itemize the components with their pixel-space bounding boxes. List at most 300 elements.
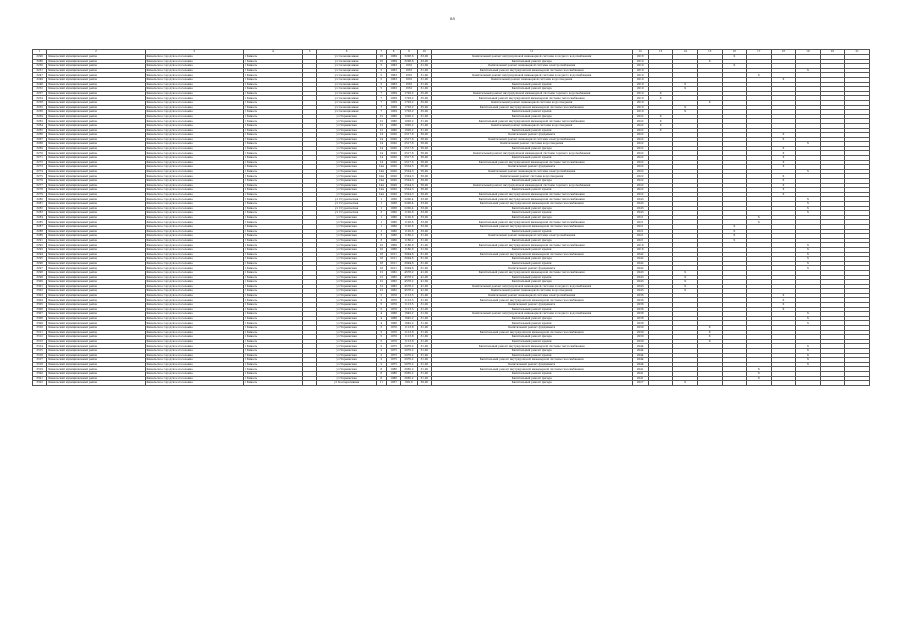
municipality-cell: Кинельский муниципальный район [47, 344, 145, 349]
blank-cell [303, 381, 317, 386]
year-cell: 1963 [386, 64, 400, 69]
year-cell: 1969 [386, 59, 400, 64]
municipality-cell: Кинельский муниципальный район [47, 156, 145, 161]
year-cell: 1958 [386, 206, 400, 211]
street-cell: ул Украинская [317, 133, 376, 138]
settlement-cell: Кинельское городское поселение [145, 275, 243, 280]
row-id: 3304 [33, 298, 47, 303]
mark-cell [697, 381, 722, 386]
area-cell: 1661 [401, 82, 417, 87]
row-id: 3280 [33, 197, 47, 202]
area-cell: 1160,2 [401, 234, 417, 239]
area-cell: 1113,8 [401, 326, 417, 331]
column-header: 16 [722, 50, 747, 55]
municipality-cell: Кинельский муниципальный район [47, 293, 145, 298]
municipality-cell: Кинельский муниципальный район [47, 353, 145, 358]
street-cell: ул Украинская [317, 224, 376, 229]
row-id: 3316 [33, 353, 47, 358]
street-cell: ул Селекционная [317, 82, 376, 87]
street-cell: ул Украинская [317, 146, 376, 151]
work-cell: Капитальный ремонт внутридомовой инженерной системы газоснабжения [431, 68, 632, 73]
mark-cell: X [722, 238, 747, 243]
municipality-cell: Кинельский муниципальный район [47, 146, 145, 151]
house-cell: 14А [376, 174, 386, 179]
settlement-cell: Кинельское городское поселение [145, 316, 243, 321]
mark-cell: X [796, 321, 821, 326]
row-id: 3318 [33, 362, 47, 367]
mark-cell: X [673, 87, 698, 92]
plan-year-cell: 2019 [632, 68, 648, 73]
locality-cell: г Кинель [243, 183, 302, 188]
house-cell: 5 [376, 73, 386, 78]
area-cell: 3065,2 [401, 371, 417, 376]
area-cell: 4578,2 [401, 275, 417, 280]
row-id: 3255 [33, 105, 47, 110]
year-cell: 1968 [386, 321, 400, 326]
area-cell: 1113,8 [401, 330, 417, 335]
area-cell: 4578,2 [401, 280, 417, 285]
row-id: 3306 [33, 307, 47, 312]
wear-cell: 31,00 [417, 238, 431, 243]
municipality-cell: Кинельский муниципальный район [47, 64, 145, 69]
area-cell: 2200,4 [401, 206, 417, 211]
mark-cell: X [697, 330, 722, 335]
work-cell: Капитальный ремонт внутридомовой инженерной системы холодного водоснабжения [431, 55, 632, 60]
row-id: 3281 [33, 202, 47, 207]
locality-cell: г Кинель [243, 353, 302, 358]
settlement-cell: Кинельское городское поселение [145, 68, 243, 73]
work-cell: Капитальный ремонт внутридомовой инженерной системы газоснабжения [431, 298, 632, 303]
row-id: 3320 [33, 371, 47, 376]
house-cell: 14 [376, 151, 386, 156]
locality-cell: г Кинель [243, 64, 302, 69]
street-cell: ул Украинская [317, 307, 376, 312]
locality-cell: г Кинель [243, 174, 302, 179]
area-cell: 3208,6 [401, 55, 417, 60]
street-cell: ул Украинская [317, 330, 376, 335]
work-cell: Капитальный ремонт крыши [431, 353, 632, 358]
column-header: 4 [243, 50, 302, 55]
plan-year-cell: 2036 [632, 298, 648, 303]
plan-year-cell: 2042 [632, 257, 648, 262]
row-id: 3272 [33, 160, 47, 165]
plan-year-cell: 2019 [632, 77, 648, 82]
mark-cell: X [673, 82, 698, 87]
settlement-cell: Кинельское городское поселение [145, 165, 243, 170]
house-cell: 7 [376, 105, 386, 110]
plan-year-cell: 2030 [632, 339, 648, 344]
wear-cell: 31,00 [417, 234, 431, 239]
locality-cell: г Кинель [243, 165, 302, 170]
house-cell: 18 [376, 257, 386, 262]
area-cell: 2524,3 [401, 169, 417, 174]
locality-cell: г Кинель [243, 261, 302, 266]
settlement-cell: Кинельское городское поселение [145, 367, 243, 372]
area-cell: 1703,2 [401, 100, 417, 105]
plan-year-cell: 2036 [632, 307, 648, 312]
settlement-cell: Кинельское городское поселение [145, 160, 243, 165]
plan-year-cell: 2021 [632, 229, 648, 234]
mark-cell: X [673, 105, 698, 110]
municipality-cell: Кинельский муниципальный район [47, 105, 145, 110]
plan-year-cell: 2022 [632, 119, 648, 124]
year-cell: 1986 [386, 367, 400, 372]
municipality-cell: Кинельский муниципальный район [47, 211, 145, 216]
street-cell: ул Украинская [317, 179, 376, 184]
work-cell: Капитальный ремонт фасада [431, 59, 632, 64]
locality-cell: г Кинель [243, 243, 302, 248]
area-cell: 2200,4 [401, 197, 417, 202]
settlement-cell: Кинельское городское поселение [145, 293, 243, 298]
area-cell: 1703,2 [401, 110, 417, 115]
locality-cell: г Кинель [243, 133, 302, 138]
wear-cell: 61,00 [417, 266, 431, 271]
work-cell: Капитальный ремонт крыши [431, 110, 632, 115]
street-cell: ул Украинская [317, 335, 376, 340]
house-cell: 18 [376, 261, 386, 266]
locality-cell: г Кинель [243, 119, 302, 124]
row-id: 3319 [33, 367, 47, 372]
row-id: 3300 [33, 280, 47, 285]
work-cell: Капитальный ремонт крыши [431, 247, 632, 252]
area-cell: 1160,2 [401, 238, 417, 243]
row-id: 3287 [33, 224, 47, 229]
work-cell: Капитальный ремонт крыши [431, 82, 632, 87]
locality-cell: г Кинель [243, 376, 302, 381]
street-cell: ул Студенческая [317, 197, 376, 202]
wear-cell: 35,00 [417, 105, 431, 110]
row-id: 3310 [33, 326, 47, 331]
locality-cell: г Кинель [243, 68, 302, 73]
area-cell: 1120,6 [401, 220, 417, 225]
wear-cell: 31,00 [417, 339, 431, 344]
wear-cell: 61,00 [417, 252, 431, 257]
area-cell: 2076,2 [401, 349, 417, 354]
work-cell: Капитальный ремонт фасада [431, 179, 632, 184]
house-cell: 3 [376, 238, 386, 243]
row-id: 3252 [33, 87, 47, 92]
year-cell: 2020 [386, 137, 400, 142]
municipality-cell: Кинельский муниципальный район [47, 114, 145, 119]
house-cell: 7 [376, 96, 386, 101]
street-cell: ул Украинская [317, 344, 376, 349]
work-cell: Капитальный ремонт внутридомовой инженерной системы газоснабжения [431, 367, 632, 372]
plan-year-cell: 2022 [632, 151, 648, 156]
house-cell: 4 [376, 316, 386, 321]
mark-cell: X [673, 110, 698, 115]
plan-year-cell: 2043 [632, 275, 648, 280]
settlement-cell: Кинельское городское поселение [145, 321, 243, 326]
mark-cell: X [771, 151, 796, 156]
mark-cell: X [771, 146, 796, 151]
settlement-cell: Кинельское городское поселение [145, 142, 243, 147]
street-cell: ул Украинская [317, 261, 376, 266]
plan-year-cell: 2044 [632, 344, 648, 349]
house-cell: 5 [376, 87, 386, 92]
year-cell: 2020 [386, 165, 400, 170]
year-cell: 1975 [386, 349, 400, 354]
year-cell: 1960 [386, 119, 400, 124]
wear-cell: 41,00 [417, 289, 431, 294]
work-cell: Капитальный ремонт крыши [431, 229, 632, 234]
column-header: 8 [386, 50, 400, 55]
settlement-cell: Кинельское городское поселение [145, 91, 243, 96]
mark-cell [747, 381, 772, 386]
mark-cell: X [796, 266, 821, 271]
mark-cell: X [796, 252, 821, 257]
municipality-cell: Кинельский муниципальный район [47, 77, 145, 82]
year-cell: 1960 [386, 123, 400, 128]
year-cell: 1957 [386, 381, 400, 386]
plan-year-cell: 2022 [632, 188, 648, 193]
area-cell: 1645,2 [401, 312, 417, 317]
mark-cell: X [673, 270, 698, 275]
municipality-cell: Кинельский муниципальный район [47, 151, 145, 156]
wear-cell: 56,00 [417, 151, 431, 156]
row-id: 3265 [33, 128, 47, 133]
wear-cell: 31,00 [417, 349, 431, 354]
locality-cell: г Кинель [243, 105, 302, 110]
work-cell: Капитальный ремонт фасада [431, 335, 632, 340]
mark-cell: X [796, 68, 821, 73]
row-id: 3286 [33, 59, 47, 64]
municipality-cell: Кинельский муниципальный район [47, 234, 145, 239]
column-header: 5 [303, 50, 317, 55]
locality-cell: г Кинель [243, 146, 302, 151]
year-cell: 1970 [386, 307, 400, 312]
work-cell: Капитальный ремонт внутридомовой инженерной системы газоснабжения [431, 252, 632, 257]
locality-cell: г Кинель [243, 192, 302, 197]
locality-cell: г Кинель [243, 179, 302, 184]
area-cell: 3208,6 [401, 59, 417, 64]
row-id: 3311 [33, 330, 47, 335]
street-cell: ул Селекционная [317, 91, 376, 96]
municipality-cell: Кинельский муниципальный район [47, 68, 145, 73]
municipality-cell: Кинельский муниципальный район [47, 100, 145, 105]
mark-cell: X [771, 307, 796, 312]
area-cell: 3094,6 [401, 252, 417, 257]
work-cell: Капитальный ремонт инженерной системы водоотведения [431, 77, 632, 82]
wear-cell: 56,00 [417, 169, 431, 174]
municipality-cell: Кинельский муниципальный район [47, 275, 145, 280]
plan-year-cell: 2021 [632, 238, 648, 243]
year-cell: 2020 [386, 183, 400, 188]
locality-cell: г Кинель [243, 257, 302, 262]
house-cell: 5 [376, 68, 386, 73]
settlement-cell: Кинельское городское поселение [145, 261, 243, 266]
work-cell: Капитальный ремонт фасада [431, 280, 632, 285]
house-cell: 3 [376, 211, 386, 216]
settlement-cell: Кинельское городское поселение [145, 174, 243, 179]
municipality-cell: Кинельский муниципальный район [47, 376, 145, 381]
work-cell: Капитальный ремонт фасада [431, 206, 632, 211]
plan-year-cell: 2044 [632, 362, 648, 367]
mark-cell: X [722, 234, 747, 239]
row-id: 3291 [33, 238, 47, 243]
mark-cell: X [796, 344, 821, 349]
house-cell: 14А [376, 192, 386, 197]
plan-year-cell: 2043 [632, 284, 648, 289]
house-cell: 11 [376, 381, 386, 386]
year-cell: 1963 [386, 82, 400, 87]
street-cell: ул Украинская [317, 358, 376, 363]
house-cell: 12 [376, 270, 386, 275]
locality-cell: г Кинель [243, 137, 302, 142]
wear-cell: 31,00 [417, 316, 431, 321]
street-cell: ул Украинская [317, 142, 376, 147]
plan-year-cell: 2042 [632, 266, 648, 271]
locality-cell: г Кинель [243, 224, 302, 229]
area-cell: 1703,2 [401, 91, 417, 96]
wear-cell: 31,00 [417, 128, 431, 133]
mark-cell: X [648, 128, 673, 133]
street-cell: ул Украинская [317, 321, 376, 326]
area-cell: 1113,8 [401, 339, 417, 344]
plan-year-cell: 2022 [632, 114, 648, 119]
row-id: 3247 [33, 73, 47, 78]
year-cell: 1960 [386, 215, 400, 220]
column-header: 17 [747, 50, 772, 55]
mark-cell: X [771, 298, 796, 303]
work-cell: Капитальный ремонт крыши [431, 307, 632, 312]
row-id: 3303 [33, 293, 47, 298]
year-cell: 1960 [386, 234, 400, 239]
plan-year-cell: 2043 [632, 280, 648, 285]
wear-cell: 56,00 [417, 179, 431, 184]
plan-year-cell: 2022 [632, 146, 648, 151]
street-cell: ул Селекционная [317, 100, 376, 105]
wear-cell: 33,00 [417, 220, 431, 225]
street-cell: ул Украинская [317, 367, 376, 372]
mark-cell: X [747, 215, 772, 220]
settlement-cell: Кинельское городское поселение [145, 202, 243, 207]
mark-cell: X [722, 64, 747, 69]
row-id: 3290 [33, 55, 47, 60]
row-id: 3308 [33, 316, 47, 321]
year-cell: 1970 [386, 303, 400, 308]
settlement-cell: Кинельское городское поселение [145, 266, 243, 271]
mark-cell: X [673, 275, 698, 280]
street-cell: ул Украинская [317, 257, 376, 262]
locality-cell: г Кинель [243, 371, 302, 376]
wear-cell: 56,00 [417, 192, 431, 197]
mark-cell: X [747, 376, 772, 381]
mark-cell: X [771, 77, 796, 82]
municipality-cell: Кинельский муниципальный район [47, 133, 145, 138]
plan-year-cell: 2022 [632, 156, 648, 161]
locality-cell: г Кинель [243, 358, 302, 363]
wear-cell: 31,00 [417, 376, 431, 381]
locality-cell: г Кинель [243, 344, 302, 349]
municipality-cell: Кинельский муниципальный район [47, 188, 145, 193]
work-cell: Капитальный ремонт внутридомовой инженерной системы теплоснабжения [431, 197, 632, 202]
settlement-cell: Кинельское городское поселение [145, 100, 243, 105]
row-id: 3266 [33, 133, 47, 138]
plan-year-cell: 2021 [632, 234, 648, 239]
mark-cell: X [771, 183, 796, 188]
street-cell: ул Украинская [317, 243, 376, 248]
wear-cell: 33,00 [417, 224, 431, 229]
settlement-cell: Кинельское городское поселение [145, 119, 243, 124]
mark-cell [820, 381, 845, 386]
locality-cell: г Кинель [243, 270, 302, 275]
plan-year-cell: 2022 [632, 142, 648, 147]
wear-cell: 56,00 [417, 183, 431, 188]
street-cell: ул Украинская [317, 128, 376, 133]
plan-year-cell: 2019 [632, 96, 648, 101]
area-cell: 2200,4 [401, 202, 417, 207]
area-cell: 1113,5 [401, 303, 417, 308]
settlement-cell: Кинельское городское поселение [145, 247, 243, 252]
settlement-cell: Кинельское городское поселение [145, 128, 243, 133]
municipality-cell: Кинельский муниципальный район [47, 87, 145, 92]
plan-year-cell: 2019 [632, 87, 648, 92]
column-header: 1 [33, 50, 47, 55]
year-cell: 1960 [386, 128, 400, 133]
settlement-cell: Кинельское городское поселение [145, 330, 243, 335]
column-header: 6 [317, 50, 376, 55]
area-cell: 2517,6 [401, 137, 417, 142]
work-cell: Капитальный ремонт внутридомовой инженерной системы газоснабжения [431, 330, 632, 335]
year-cell: 2020 [386, 179, 400, 184]
area-cell: 1661 [401, 77, 417, 82]
wear-cell: 31,00 [417, 303, 431, 308]
street-cell: ул Украинская [317, 270, 376, 275]
year-cell: 1963 [386, 77, 400, 82]
locality-cell: г Кинель [243, 100, 302, 105]
house-cell: 5 [376, 335, 386, 340]
row-id: 3274 [33, 169, 47, 174]
locality-cell: г Кинель [243, 156, 302, 161]
mark-cell: X [648, 123, 673, 128]
settlement-cell: Кинельское городское поселение [145, 105, 243, 110]
settlement-cell: Кинельское городское поселение [145, 344, 243, 349]
locality-cell: г Кинель [243, 293, 302, 298]
settlement-cell: Кинельское городское поселение [145, 73, 243, 78]
mark-cell: X [722, 229, 747, 234]
wear-cell: 31,00 [417, 335, 431, 340]
area-cell: 1026,2 [401, 119, 417, 124]
mark-cell: X [771, 156, 796, 161]
year-cell: 1962 [386, 275, 400, 280]
locality-cell: г Кинель [243, 367, 302, 372]
house-cell: 14 [376, 133, 386, 138]
house-cell: 2 [376, 358, 386, 363]
area-cell: 1120,6 [401, 229, 417, 234]
wear-cell: 56,00 [417, 137, 431, 142]
year-cell: 1958 [386, 202, 400, 207]
work-cell: Капитальный ремонт крыши [431, 371, 632, 376]
wear-cell: 33,00 [417, 55, 431, 60]
settlement-cell: Кинельское городское поселение [145, 298, 243, 303]
municipality-cell: Кинельский муниципальный район [47, 73, 145, 78]
wear-cell: 33,00 [417, 206, 431, 211]
locality-cell: г Кинель [243, 151, 302, 156]
area-cell: 2524,3 [401, 192, 417, 197]
row-id: 3278 [33, 188, 47, 193]
house-cell: 14 [376, 156, 386, 161]
mark-cell: X [771, 137, 796, 142]
work-cell: Капитальный ремонт фасада [431, 257, 632, 262]
mark-cell: X [747, 220, 772, 225]
street-cell: ул Украинская [317, 289, 376, 294]
municipality-cell: Кинельский муниципальный район [47, 307, 145, 312]
street-cell: ул Селекционная [317, 64, 376, 69]
wear-cell: 31,00 [417, 73, 431, 78]
settlement-cell: Кинельское городское поселение [145, 353, 243, 358]
work-cell: Капитальный ремонт внутридомовой инженерной системы газоснабжения [431, 358, 632, 363]
area-cell: 3065,2 [401, 367, 417, 372]
